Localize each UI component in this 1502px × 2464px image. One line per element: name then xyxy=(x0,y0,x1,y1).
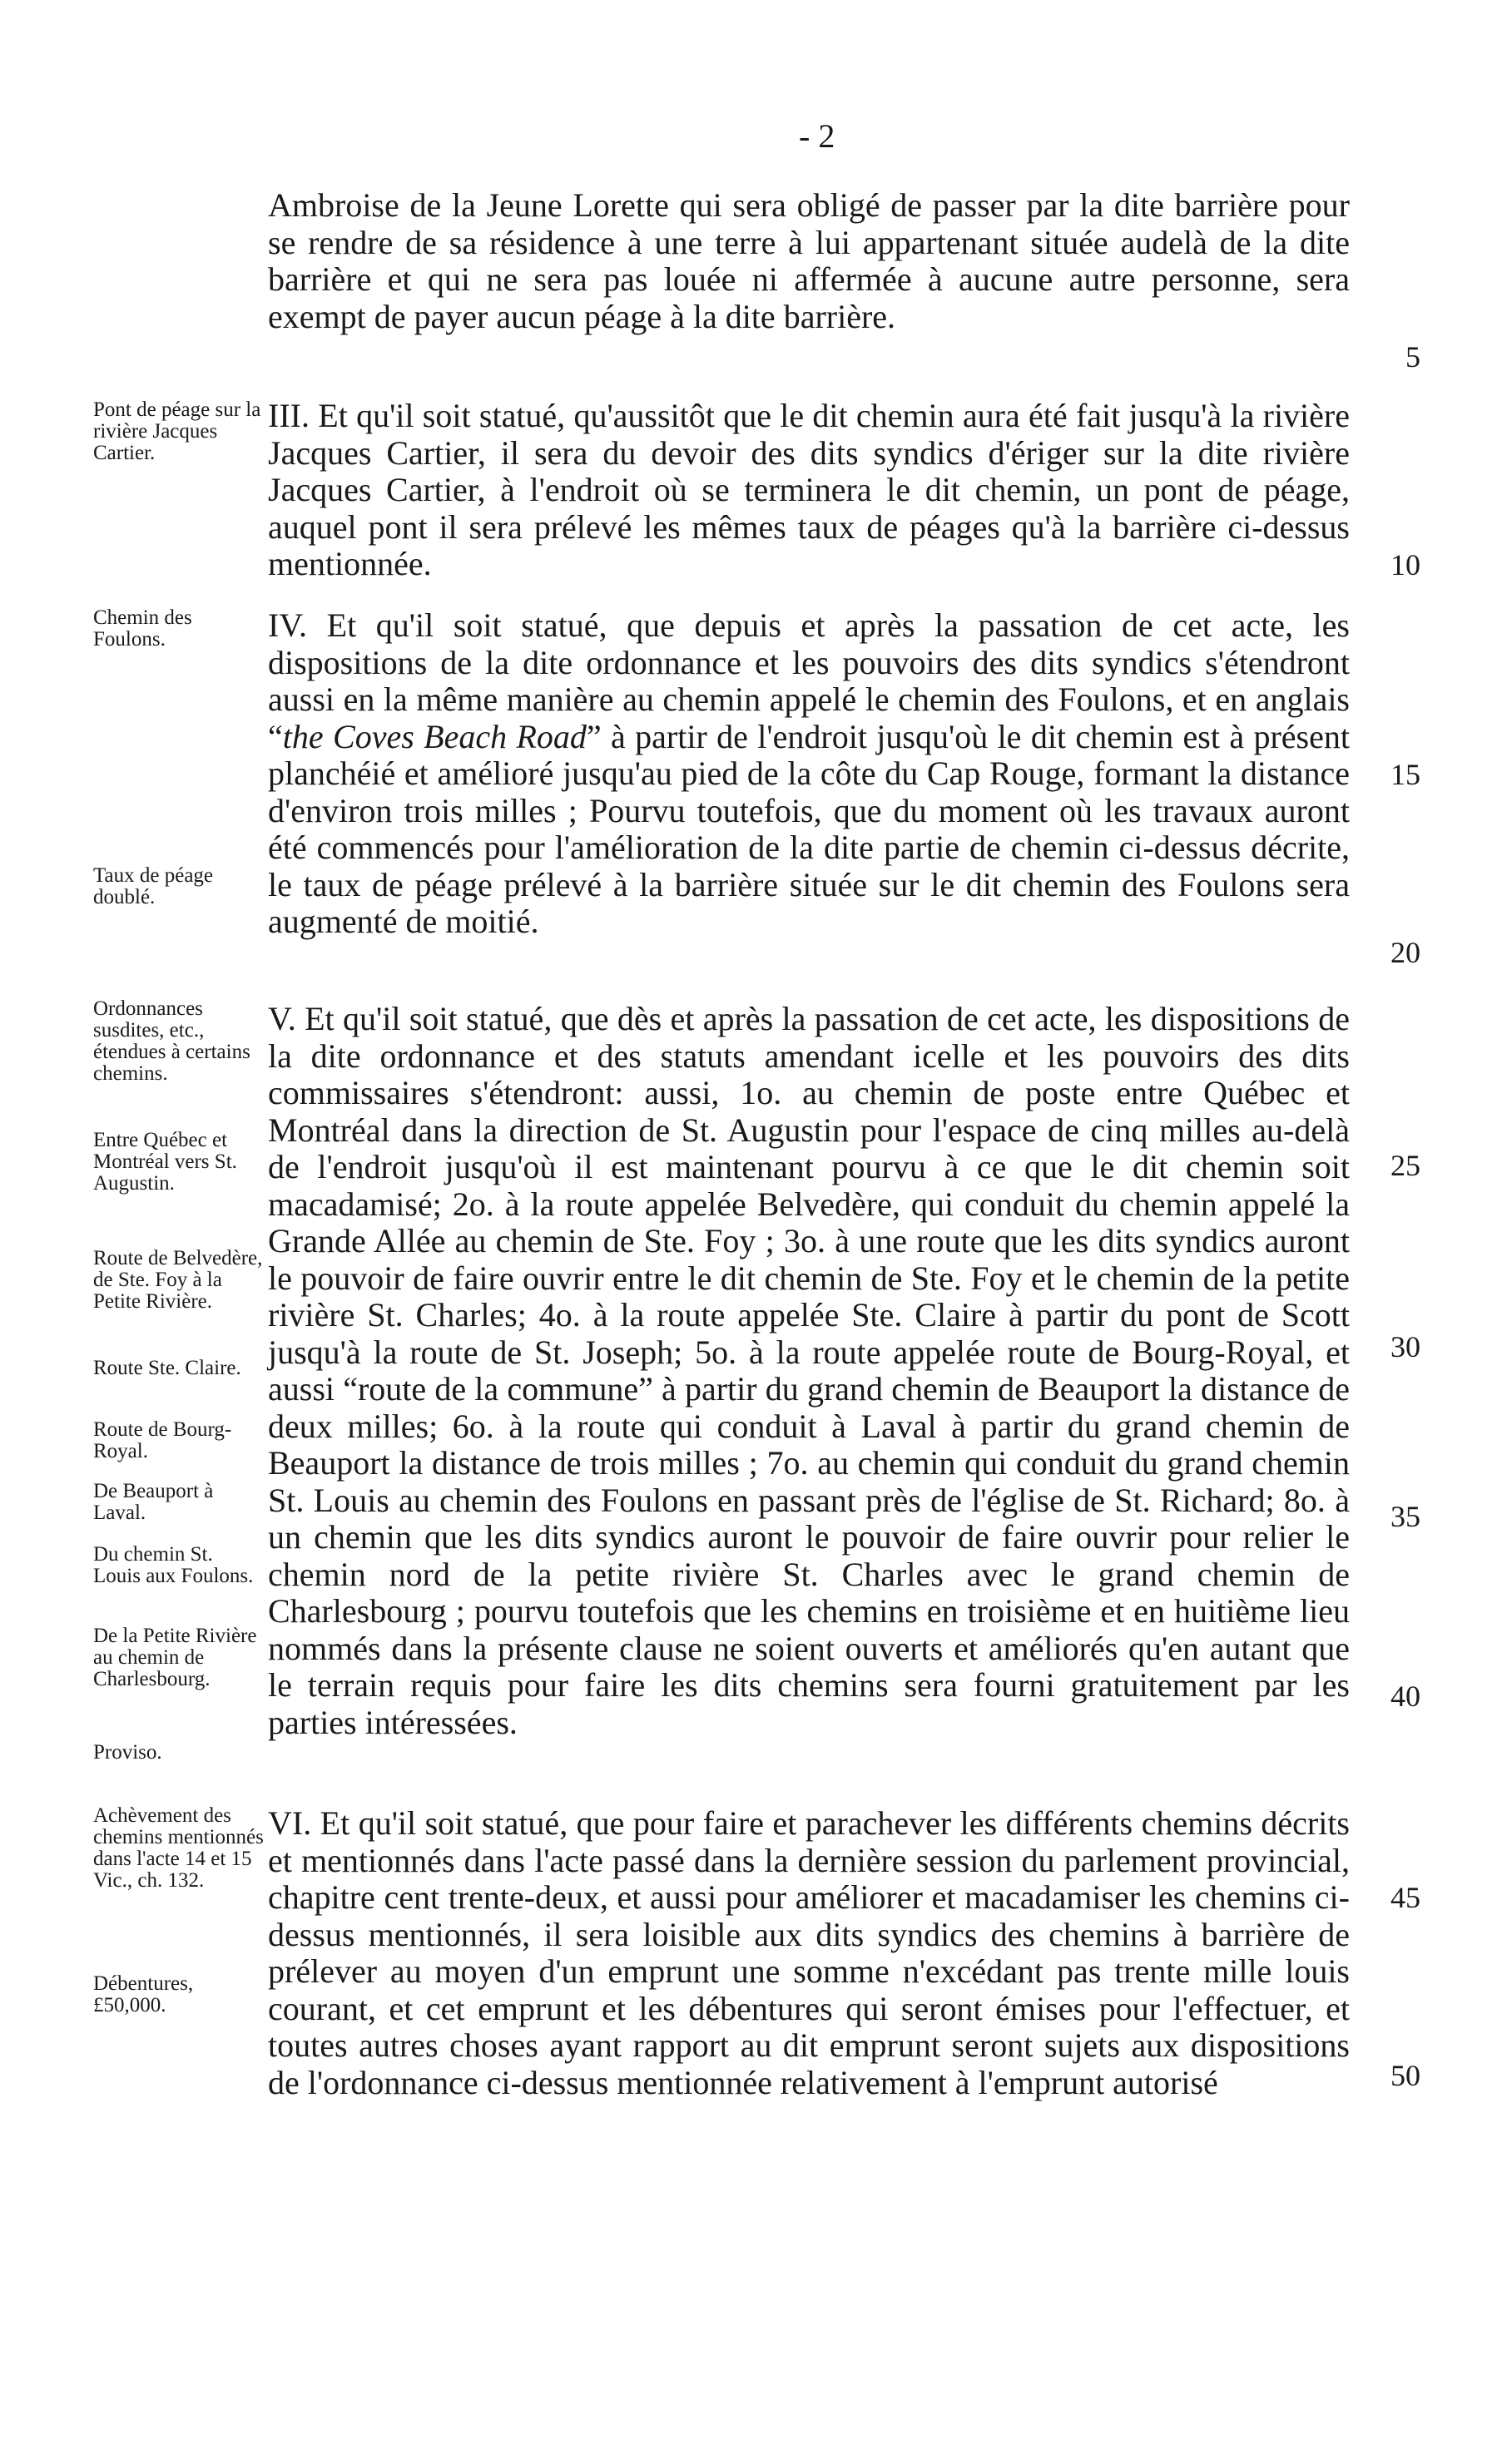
paragraph-text xyxy=(268,607,1350,941)
margin-note: Chemin des Foulons. xyxy=(93,606,192,651)
margin-note: De la Petite Rivière au chemin de Charlesbourg. xyxy=(93,1625,257,1690)
section-v xyxy=(268,1001,1350,1741)
line-number: 20 xyxy=(1390,936,1420,969)
margin-note: Achèvement des chemins mentionnés dans l'acte 14 et 15 Vic., ch. 132. xyxy=(93,1804,264,1892)
margin-note: Proviso. xyxy=(93,1741,162,1764)
section-vi xyxy=(268,1805,1350,2101)
margin-note: Pont de péage sur la rivière Jacques Cartier. xyxy=(93,398,261,464)
margin-note: Du chemin St. Louis aux Foulons. xyxy=(93,1543,254,1587)
text-segment: ” à partir de l'endroit jusqu'où le dit chemin est à présent planchéié et amélioré jusqu'au pied de la côte du Cap Rouge, formant la distance d'environ trois milles ; Pourvu toutefois, que du moment où les travaux auront été commencés pour l'amélioration de la dite partie de chemin ci-dessus décrite, le taux de péage prélevé à la barrière située sur le dit chemin des Foulons sera augmenté de moitié. xyxy=(268,717,1350,940)
section-iii xyxy=(268,398,1350,583)
paragraph-text: VI. Et qu'il soit statué, que pour faire et parachever les différents chemins décrits et mentionnés dans l'acte passé dans la dernière session du parlement provincial, chapitre cent trente-deux, et aussi pour améliorer et macadamiser les chemins ci-dessus mentionnés, il sera loisible aux dits syndics des chemins à barrière de prélever au moyen d'un emprunt une somme n'excédant pas trente mille louis courant, et cet emprunt et les débentures qui seront émises pour l'effectuer, et toutes autres choses ayant rapport au dit emprunt seront sujets aux dispositions de l'ordonnance ci-dessus mentionnée relativement à l'emprunt autorisé xyxy=(268,1804,1350,2101)
line-number: 25 xyxy=(1390,1149,1420,1182)
margin-note: Route de Bourg-Royal. xyxy=(93,1418,232,1462)
margin-note: Débentures, £50,000. xyxy=(93,1972,194,2016)
paragraph-text: Ambroise de la Jeune Lorette qui sera obligé de passer par la dite barrière pour se rendre de sa résidence à une terre à lui appartenant située audelà de la dite barrière et qui ne sera pas louée ni affermée à aucune autre personne, sera exempt de payer aucun péage à la dite barrière. xyxy=(268,186,1350,335)
paragraph-text: III. Et qu'il soit statué, qu'aussitôt que le dit chemin aura été fait jusqu'à la rivière Jacques Cartier, il sera du devoir des dits syndics d'ériger sur la dite rivière Jacques Cartier, à l'endroit où se terminera le dit chemin, un pont de péage, auquel pont il sera prélevé les mêmes taux de péages qu'à la barrière ci-dessus mentionnée. xyxy=(268,397,1350,582)
section-iv xyxy=(268,607,1350,941)
line-number: 15 xyxy=(1390,758,1420,791)
line-number: 35 xyxy=(1390,1500,1420,1533)
line-number: 5 xyxy=(1405,340,1420,374)
margin-note: Ordonnances susdites, etc., étendues à certains chemins. xyxy=(93,997,250,1085)
line-number: 45 xyxy=(1390,1881,1420,1914)
text-segment: IV. Et qu'il soit statué, que depuis et après la passation de cet acte, les dispositions de la dite ordonnance et les pouvoirs des dits syndics s'étendront aussi en la même manière au chemin appelé le chemin des Foulons, et en anglais “ xyxy=(268,606,1350,755)
line-number: 50 xyxy=(1390,2059,1420,2092)
paragraph-continuation xyxy=(268,187,1350,335)
italic-road-name: the Coves Beach Road xyxy=(282,717,587,755)
paragraph-text: V. Et qu'il soit statué, que dès et après la passation de cet acte, les dispositions de la dite ordonnance et des statuts amendant icelle et les pouvoirs des dits commissaires s'étendront: aussi, 1o. au chemin de poste entre Québec et Montréal dans la direction de St. Augustin pour l'espace de cinq milles au-delà de l'endroit jusqu'où il est maintenant pourvu à ce que le dit chemin soit macadamisé; 2o. à la route appelée Belvedère, qui conduit du chemin appelé la Grande Allée au chemin de Ste. Foy ; 3o. à une route que les dits syndics auront le pouvoir de faire ouvrir entre le dit chemin de Ste. Foy et le chemin de la petite rivière St. Charles; 4o. à la route appelée Ste. Claire à partir du pont de Scott jusqu'à la route de St. Joseph; 5o. à la route appelée route de Bourg-Royal, et aussi “route de la commune” à partir du grand chemin de Beauport la distance de deux milles; 6o. à la route qui conduit à Laval à partir du grand chemin de Beauport la distance de trois milles ; 7o. au chemin qui conduit du grand chemin St. Louis au chemin des Foulons en passant près de l'église de St. Richard; 8o. à un chemin que les dits syndics auront le pouvoir de faire ouvrir pour relier le chemin nord de la petite rivière St. Charles avec le grand chemin de Charlesbourg ; pourvu toutefois que les chemins en troisième et en huitième lieu nommés dans la présente clause ne soient ouverts et améliorés qu'en autant que le terrain requis pour faire les dits chemins sera fourni gratuitement par les parties intéressées. xyxy=(268,1000,1350,1741)
page-number: - 2 xyxy=(799,117,835,155)
line-number: 40 xyxy=(1390,1680,1420,1713)
margin-note: De Beauport à Laval. xyxy=(93,1480,214,1524)
margin-note: Route Ste. Claire. xyxy=(93,1357,241,1379)
line-number: 30 xyxy=(1390,1330,1420,1363)
margin-note: Route de Belvedère, de Ste. Foy à la Petite Rivière. xyxy=(93,1247,263,1313)
margin-note: Taux de péage doublé. xyxy=(93,864,214,908)
line-number: 10 xyxy=(1390,548,1420,581)
margin-note: Entre Québec et Montréal vers St. Augustin. xyxy=(93,1129,237,1195)
